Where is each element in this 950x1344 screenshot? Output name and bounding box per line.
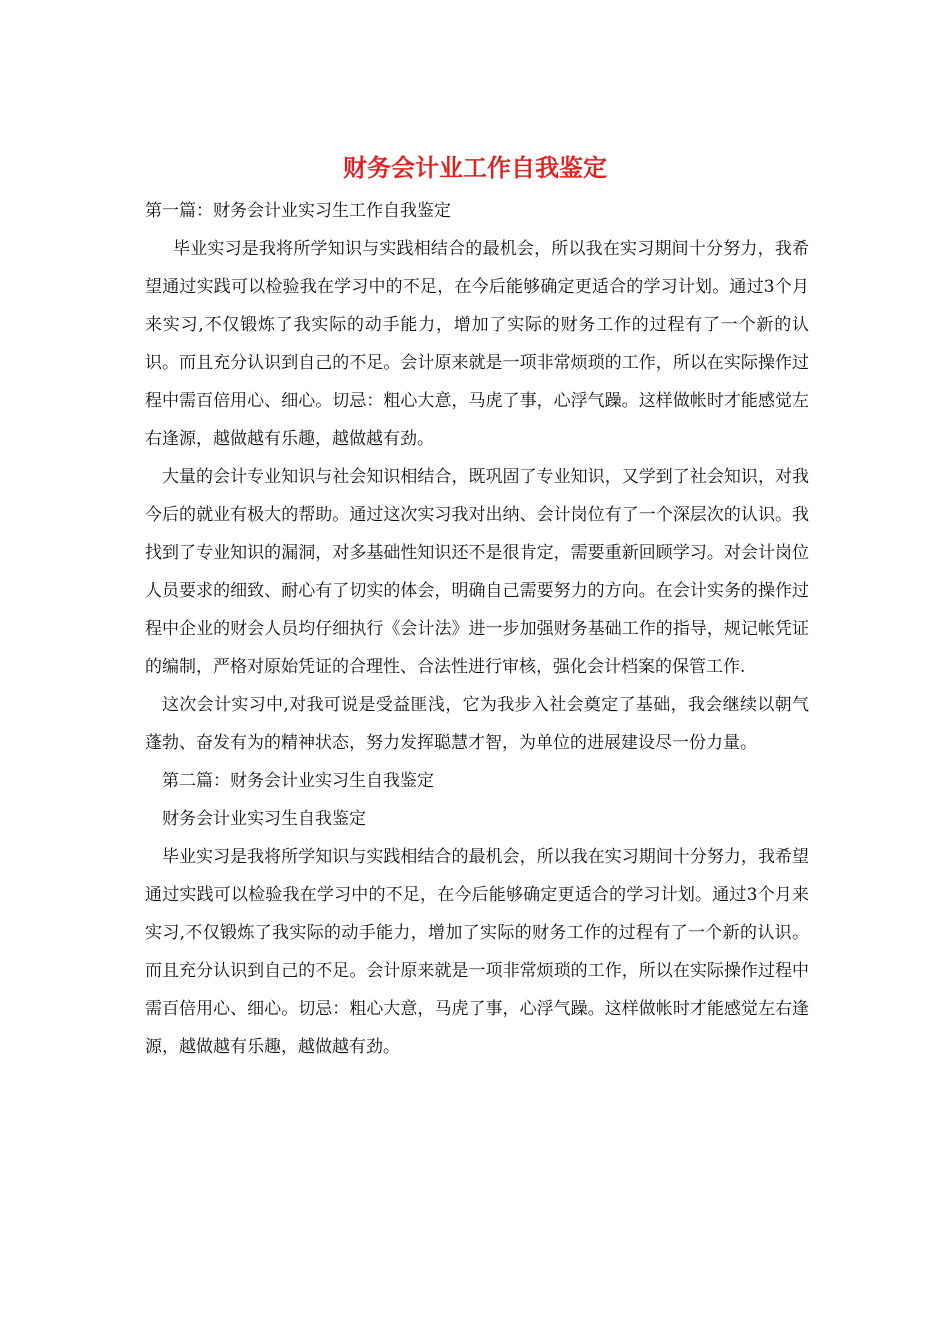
section-subtitle: 财务会计业实习生自我鉴定	[162, 809, 366, 829]
section-heading-2: 第二篇：财务会计业实习生自我鉴定	[162, 771, 434, 791]
document-body	[145, 192, 809, 1066]
paragraph: 毕业实习是我将所学知识与实践相结合的最机会，所以我在实习期间十分努力，我希望通过实践可以检验我在学习中的不足，在今后能够确定更适合的学习计划。通过3个月来实习,不仅锻炼了我实际的动手能力，增加了实际的财务工作的过程有了一个新的认识。而且充分认识到自己的不足。会计原来就是一项非常烦琐的工作，所以在实际操作过程中需百倍用心、细心。切忌：粗心大意，马虎了事，心浮气躁。这样做帐时才能感觉左右逢源，越做越有乐趣，越做越有劲。	[145, 847, 809, 1057]
paragraph: 这次会计实习中,对我可说是受益匪浅，它为我步入社会奠定了基础，我会继续以朝气蓬勃、奋发有为的精神状态，努力发挥聪慧才智，为单位的进展建设尽一份力量。	[145, 695, 809, 753]
paragraph: 毕业实习是我将所学知识与实践相结合的最机会，所以我在实习期间十分努力，我希望通过实践可以检验我在学习中的不足，在今后能够确定更适合的学习计划。通过3个月来实习,不仅锻炼了我实际的动手能力，增加了实际的财务工作的过程有了一个新的认识。而且充分认识到自己的不足。会计原来就是一项非常烦琐的工作，所以在实际操作过程中需百倍用心、细心。切忌：粗心大意，马虎了事，心浮气躁。这样做帐时才能感觉左右逢源，越做越有乐趣，越做越有劲。	[145, 239, 809, 449]
paragraph: 大量的会计专业知识与社会知识相结合，既巩固了专业知识，又学到了社会知识，对我今后的就业有极大的帮助。通过这次实习我对出纳、会计岗位有了一个深层次的认识。我找到了专业知识的漏洞，对多基础性知识还不是很肯定，需要重新回顾学习。对会计岗位人员要求的细致、耐心有了切实的体会，明确自己需要努力的方向。在会计实务的操作过程中企业的财会人员均仔细执行《会计法》进一步加强财务基础工作的指导，规记帐凭证的编制，严格对原始凭证的合理性、合法性进行审核，强化会计档案的保管工作.	[145, 467, 809, 677]
section-heading-1: 第一篇：财务会计业实习生工作自我鉴定	[145, 201, 451, 221]
document-title: 财务会计业工作自我鉴定	[343, 153, 607, 182]
